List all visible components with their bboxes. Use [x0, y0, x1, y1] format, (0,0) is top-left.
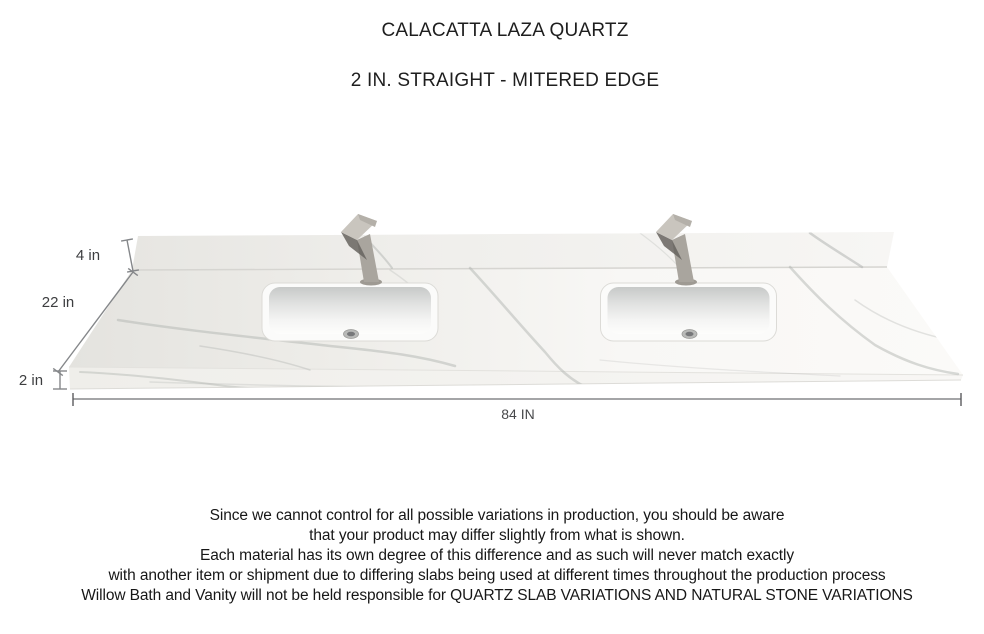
backsplash [132, 232, 894, 270]
disclaimer-line-5: Willow Bath and Vanity will not be held responsible for QUARTZ SLAB VARIATIONS AND NATURAL STONE VARIATIONS [81, 587, 913, 604]
disclaimer-line-4: with another item or shipment due to differing slabs being used at different times throughout the production process [108, 567, 886, 584]
dimension-line-width [73, 393, 961, 406]
dimension-label-width: 84 IN [501, 406, 535, 422]
right-sink [601, 283, 777, 341]
dimension-line-thickness [53, 371, 67, 389]
page-title: CALACATTA LAZA QUARTZ [381, 20, 629, 41]
dimension-label-backsplash-height: 4 in [75, 247, 101, 264]
left-sink [262, 283, 438, 341]
disclaimer [10, 506, 984, 606]
countertop-slab [69, 232, 963, 389]
dimension-label-depth: 22 in [41, 294, 75, 311]
page-subtitle: 2 IN. STRAIGHT - MITERED EDGE [350, 70, 660, 91]
disclaimer-line-1: Since we cannot control for all possible variations in production, you should be aware [209, 507, 785, 524]
dimension-label-thickness: 2 in [18, 372, 44, 389]
disclaimer-line-2: that your product may differ slightly from what is shown. [309, 527, 685, 544]
disclaimer-line-3: Each material has its own degree of this difference and as such will never match exactly [200, 547, 794, 564]
